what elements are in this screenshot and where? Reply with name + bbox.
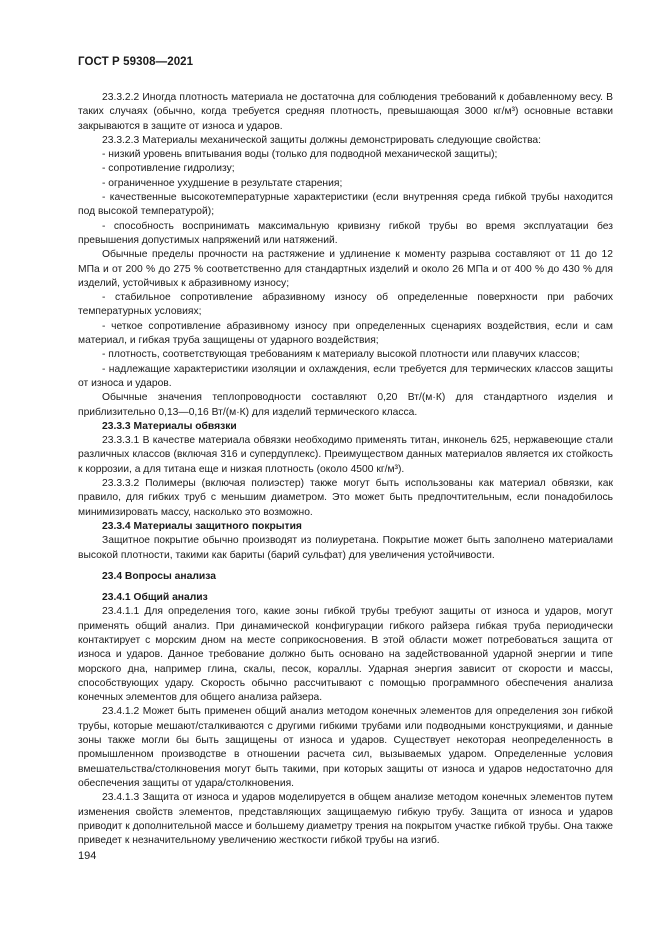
list-item: - низкий уровень впитывания воды (только для подводной механической защиты); [102,149,498,161]
paragraph: 23.4.1.3 Защита от износа и ударов моделируется в общем анализе методом конечных элементов путем изменения свойств элементов, представляющих защищаемую гибкую трубу. Защита от износа и ударов приводит к дополнительной массе и большему диаметру трения на покрытом участке гибкой трубы. Она также приведет к незначительному увеличению жесткости гибкой трубы на изгиб. [78,792,613,847]
running-header: ГОСТ Р 59308—2021 [78,56,194,68]
list-item: - четкое сопротивление абразивному износу при определенных сценариях воздействия, если и сам материал, и гибкая труба защищены от ударного воздействия; [78,320,613,347]
paragraph: 23.3.3.1 В качестве материала обвязки необходимо применять титан, инконель 625, нержавеющие стали различных классов (включая 316 и супердуплекс). Преимуществом данных материалов является их стойкость к коррозии, а для титана еще и низкая плотность (около 4500 кг/м³). [78,435,613,475]
paragraph: 23.4.1.2 Может быть применен общий анализ методом конечных элементов для определения зон гибкой трубы, которые мешают/сталкиваются с другими гибкими трубами или подводными конструкциями, и данные зоны также могли бы быть защищены от износа и ударов. Существует некоторая неопределенность в промышленном производстве в отношении расчета сил, вызываемых ударом. Определенные условия вмешательства/столкновения могут быть такими, при которых защиты от износа и ударов недостаточно для обеспечения защиты от удара/столкновения. [78,706,613,789]
list-item: - качественные высокотемпературные характеристики (если внутренняя среда гибкой трубы находится под высокой температурой); [78,192,613,218]
section-heading: 23.4 Вопросы анализа [102,570,216,582]
body-text [78,91,613,848]
list-item: - надлежащие характеристики изоляции и охлаждения, если требуется для термических классов защиты от износа и ударов. [78,363,613,389]
paragraph: Обычные пределы прочности на растяжение и удлинение к моменту разрыва составляют от 11 до 12 МПа и от 200 % до 275 % соответственно для стандартных изделий и около 26 МПа и от 400 % до 430 % для изделий, устойчивых к абразивному износу; [78,249,613,289]
list-item: - способность воспринимать максимальную кривизну гибкой трубы во время эксплуатации без превышения допустимых напряжений или натяжений. [78,220,613,246]
subsection-heading: 23.4.1 Общий анализ [102,592,208,604]
subsection-heading: 23.3.4 Материалы защитного покрытия [102,520,302,532]
paragraph: 23.3.3.2 Полимеры (включая полиэстер) также могут быть использованы как материал обвязки, как правило, для гибких труб с меньшим диаметром. Это может быть предпочтительным, если понадобилось минимизировать массу, насколько это возможно. [78,478,613,518]
list-item: - стабильное сопротивление абразивному износу об определенные поверхности при рабочих температурных условиях; [78,292,613,318]
paragraph: 23.3.2.2 Иногда плотность материала не достаточна для соблюдения требований к добавленному весу. В таких случаях (обычно, когда требуется средняя плотность, превышающая 3000 кг/м³) основные вставки закрываются в защите от износа и ударов. [78,92,613,132]
list-item: - ограниченное ухудшение в результате старения; [102,177,343,189]
paragraph: Защитное покрытие обычно производят из полиуретана. Покрытие может быть заполнено материалами высокой плотности, такими как бариты (барий сульфат) для увеличения устойчивости. [78,535,613,561]
list-item: - плотность, соответствующая требованиям к материалу высокой плотности или плавучих классов; [102,349,580,361]
list-item: - сопротивление гидролизу; [102,163,235,175]
paragraph: 23.4.1.1 Для определения того, какие зоны гибкой трубы требуют защиты от износа и ударов, могут применять общий анализ. При динамической конфигурации гибкого райзера гибкая труба периодически контактирует с морским дном на месте соприкосновения. В этой области может потребоваться защита от износа и ударов. Данное требование должно быть основано на задействованной ударной энергии и типе морского дна, например глина, скалы, песок, кораллы. Ударная энергия зависит от скорости и массы, способствующих удару. Скорость обычно рассчитывают с помощью программного обеспечения анализа конечных элементов для общего анализа райзера. [78,606,613,704]
page-number: 194 [78,850,97,862]
subsection-heading: 23.3.3 Материалы обвязки [102,420,237,432]
paragraph: Обычные значения теплопроводности составляют 0,20 Вт/(м·К) для стандартного изделия и приблизительно 0,13—0,16 Вт/(м·К) для изделий термического класса. [78,392,613,418]
paragraph: 23.3.2.3 Материалы механической защиты должны демонстрировать следующие свойства: [102,134,542,146]
